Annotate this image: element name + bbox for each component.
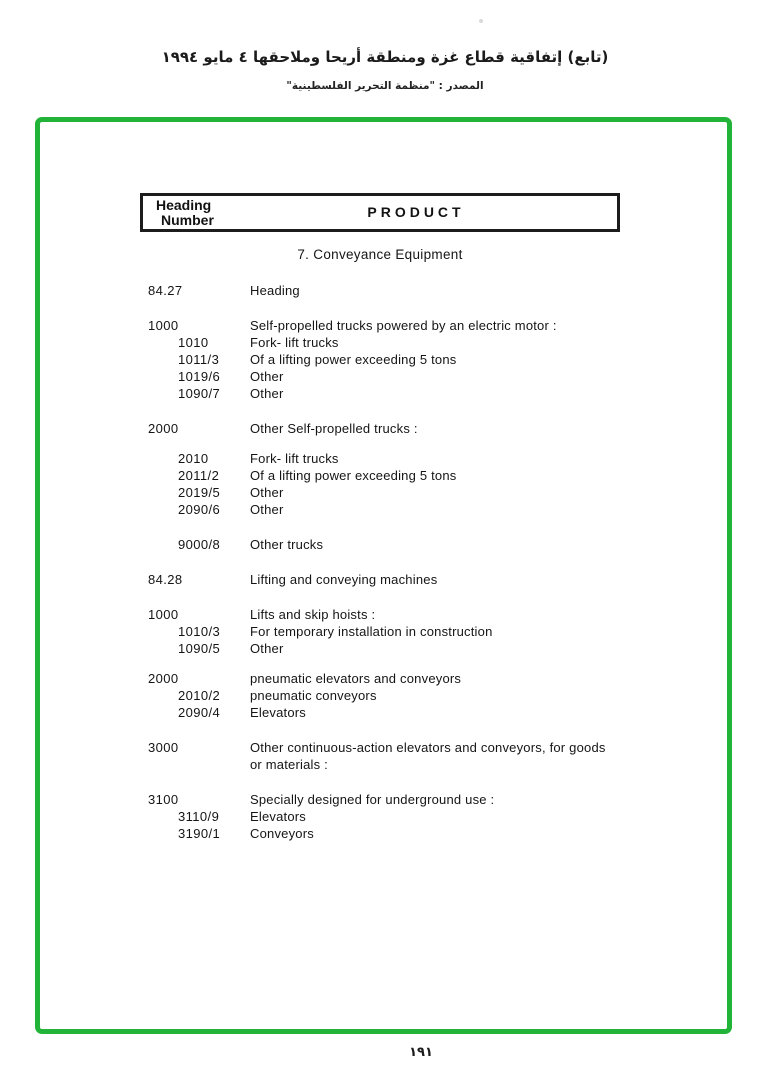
product-description: pneumatic conveyors [250,688,377,703]
product-description: Lifting and conveying machines [250,572,438,587]
heading-number-code: 1010/3 [178,624,221,639]
product-description: For temporary installation in construction [250,624,493,639]
product-description: Specially designed for underground use : [250,792,495,807]
document-title-arabic: (تابع) إتفاقية قطاع غزة ومنطقة أريحا وملاحقها ٤ مايو ١٩٩٤ [161,48,609,66]
heading-number-code: 2011/2 [178,468,220,483]
product-description: Other [250,369,284,384]
product-description: Elevators [250,705,306,720]
heading-number-code: 1000 [148,607,179,622]
table-row [140,606,650,623]
product-description: Other [250,485,284,500]
table-row [140,501,650,518]
table-row [140,317,650,334]
table-row [140,687,650,704]
product-description: pneumatic elevators and conveyors [250,671,462,686]
heading-number-code: 2010/2 [178,688,221,703]
table-row [140,467,650,484]
rows [140,282,650,842]
heading-number-code: 84.27 [148,283,183,298]
document-source-arabic: المصدر : "منظمة التحرير الفلسطينية" [286,80,484,92]
product-description: Lifts and skip hoists : [250,607,376,622]
table-header-box [140,193,620,232]
product-description: Other trucks [250,537,324,552]
table-row [140,825,650,842]
heading-label-line1: Heading [156,197,212,213]
table-row [140,739,650,773]
table-row [140,484,650,501]
table-row [140,368,650,385]
table-row [140,420,650,437]
table-row [140,351,650,368]
table-row [140,385,650,402]
product-description-line2: or materials : [250,757,328,772]
heading-number-code: 2010 [178,451,209,466]
table-row [140,450,650,467]
scan-speck [479,19,483,23]
heading-number-code: 9000/8 [178,537,221,552]
heading-number-code: 1010 [178,335,209,350]
heading-number-code: 2000 [148,421,179,436]
table-row [140,640,650,657]
product-description: Other continuous-action elevators and conveyors, for goods or materials : [250,739,650,773]
heading-number-code: 3000 [148,740,179,755]
table-row [140,670,650,687]
heading-number-code: 1019/6 [178,369,221,384]
table-row [140,704,650,721]
heading-number-code: 3110/9 [178,809,220,824]
heading-number-code: 2019/5 [178,485,221,500]
heading-number-code: 1000 [148,318,179,333]
product-description: Heading [250,283,300,298]
product-description: Other [250,641,284,656]
product-description: Elevators [250,809,306,824]
table-row [140,282,650,299]
product-description: Self-propelled trucks powered by an electric motor : [250,318,557,333]
table-row [140,808,650,825]
heading-number-code: 2000 [148,671,179,686]
heading-number-code: 2090/6 [178,502,221,517]
product-description: Other [250,386,284,401]
product-description: Of a lifting power exceeding 5 tons [250,468,457,483]
heading-number-code: 1090/5 [178,641,221,656]
heading-label-line2: Number [161,212,214,228]
table-row [140,334,650,351]
heading-number-code: 2090/4 [178,705,221,720]
product-description: Other Self-propelled trucks : [250,421,418,436]
table-row [140,623,650,640]
product-description: Other [250,502,284,517]
heading-number-code: 1090/7 [178,386,221,401]
heading-number-code: 3100 [148,792,179,807]
product-description: Fork- lift trucks [250,335,339,350]
product-description: Fork- lift trucks [250,451,339,466]
page-number: ١٩١ [409,1045,433,1060]
column-header-product: PRODUCT [367,204,465,220]
table-row [140,791,650,808]
heading-number-code: 1011/3 [178,352,220,367]
product-description: Of a lifting power exceeding 5 tons [250,352,457,367]
table-row [140,571,650,588]
section-title: 7. Conveyance Equipment [297,247,463,262]
product-description: Conveyors [250,826,314,841]
heading-number-code: 84.28 [148,572,183,587]
heading-number-code: 3190/1 [178,826,221,841]
table-row [140,536,650,553]
